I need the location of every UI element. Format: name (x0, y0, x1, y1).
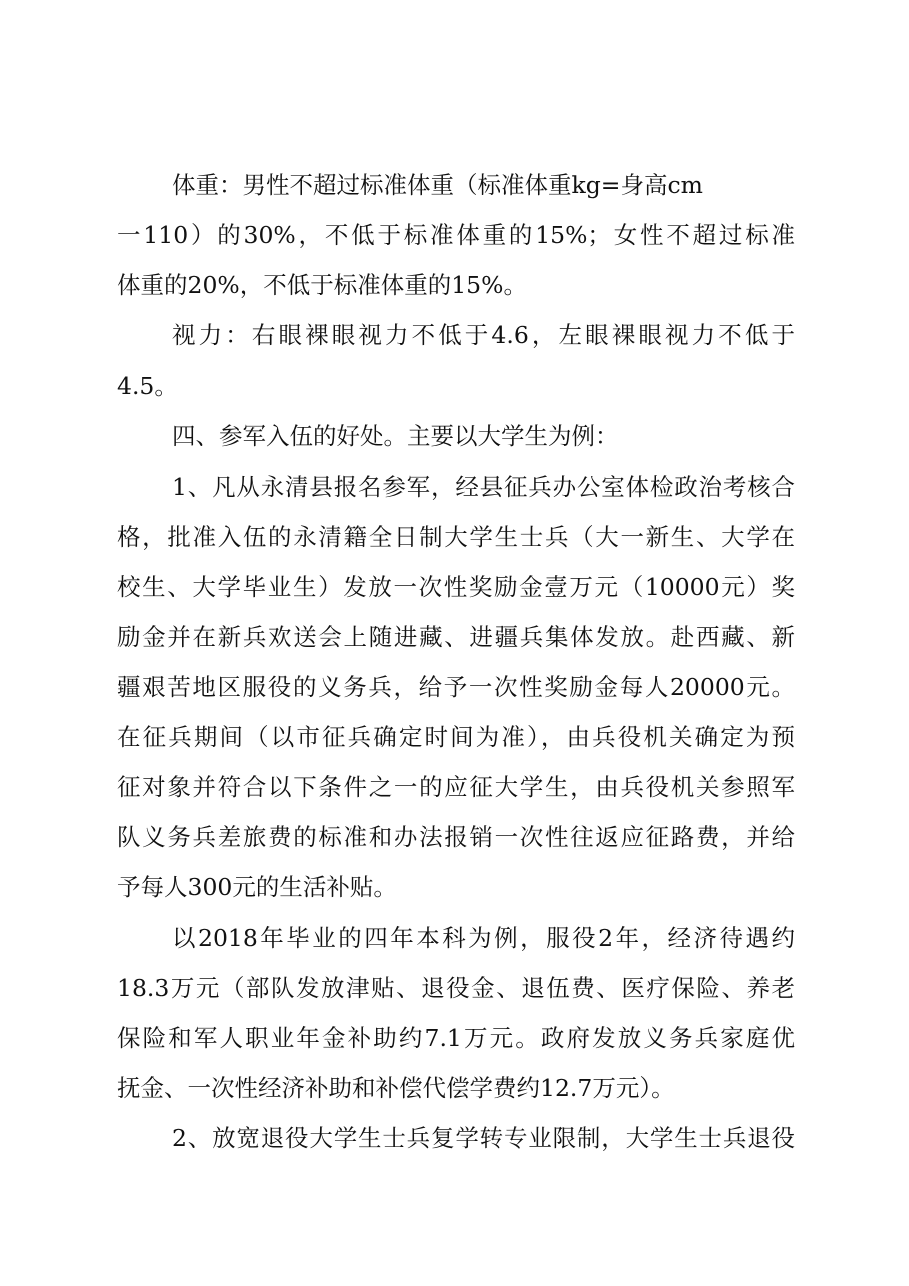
text-line: 励金并在新兵欢送会上随进藏、进疆兵集体发放。赴西藏、新 (117, 623, 795, 651)
text-line: 格，批准入伍的永清籍全日制大学生士兵（大一新生、大学在 (117, 523, 795, 551)
text-line: 队义务兵差旅费的标准和办法报销一次性往返应征路费，并给 (117, 823, 795, 851)
text-line: 在征兵期间（以市征兵确定时间为准），由兵役机关确定为预 (117, 723, 795, 751)
text-line: 以2018年毕业的四年本科为例，服役2年，经济待遇约 (172, 924, 795, 952)
section-heading: 四、参军入伍的好处。主要以大学生为例： (172, 422, 619, 450)
text-line: 体重：男性不超过标准体重（标准体重kg=身高cm (172, 171, 703, 199)
text-line: 予每人300元的生活补贴。 (117, 873, 397, 901)
text-line: 视力：右眼裸眼视力不低于4.6，左眼裸眼视力不低于 (172, 321, 795, 349)
text-line: 2、放宽退役大学生士兵复学转专业限制，大学生士兵退役 (172, 1124, 795, 1152)
text-line: 4.5。 (117, 372, 178, 400)
text-line: 疆艰苦地区服役的义务兵，给予一次性奖励金每人20000元。 (117, 673, 795, 701)
text-line: 保险和军人职业年金补助约7.1万元。政府发放义务兵家庭优 (117, 1024, 795, 1052)
text-line: 一110）的30%，不低于标准体重的15%；女性不超过标准 (117, 221, 795, 249)
text-line: 征对象并符合以下条件之一的应征大学生，由兵役机关参照军 (117, 773, 795, 801)
text-line: 校生、大学毕业生）发放一次性奖励金壹万元（10000元）奖 (117, 573, 795, 601)
text-line: 体重的20%，不低于标准体重的15%。 (117, 271, 527, 299)
text-line: 抚金、一次性经济补助和补偿代偿学费约12.7万元）。 (117, 1074, 675, 1102)
text-line: 1、凡从永清县报名参军，经县征兵办公室体检政治考核合 (172, 473, 795, 501)
text-line: 18.3万元（部队发放津贴、退役金、退伍费、医疗保险、养老 (117, 974, 795, 1002)
